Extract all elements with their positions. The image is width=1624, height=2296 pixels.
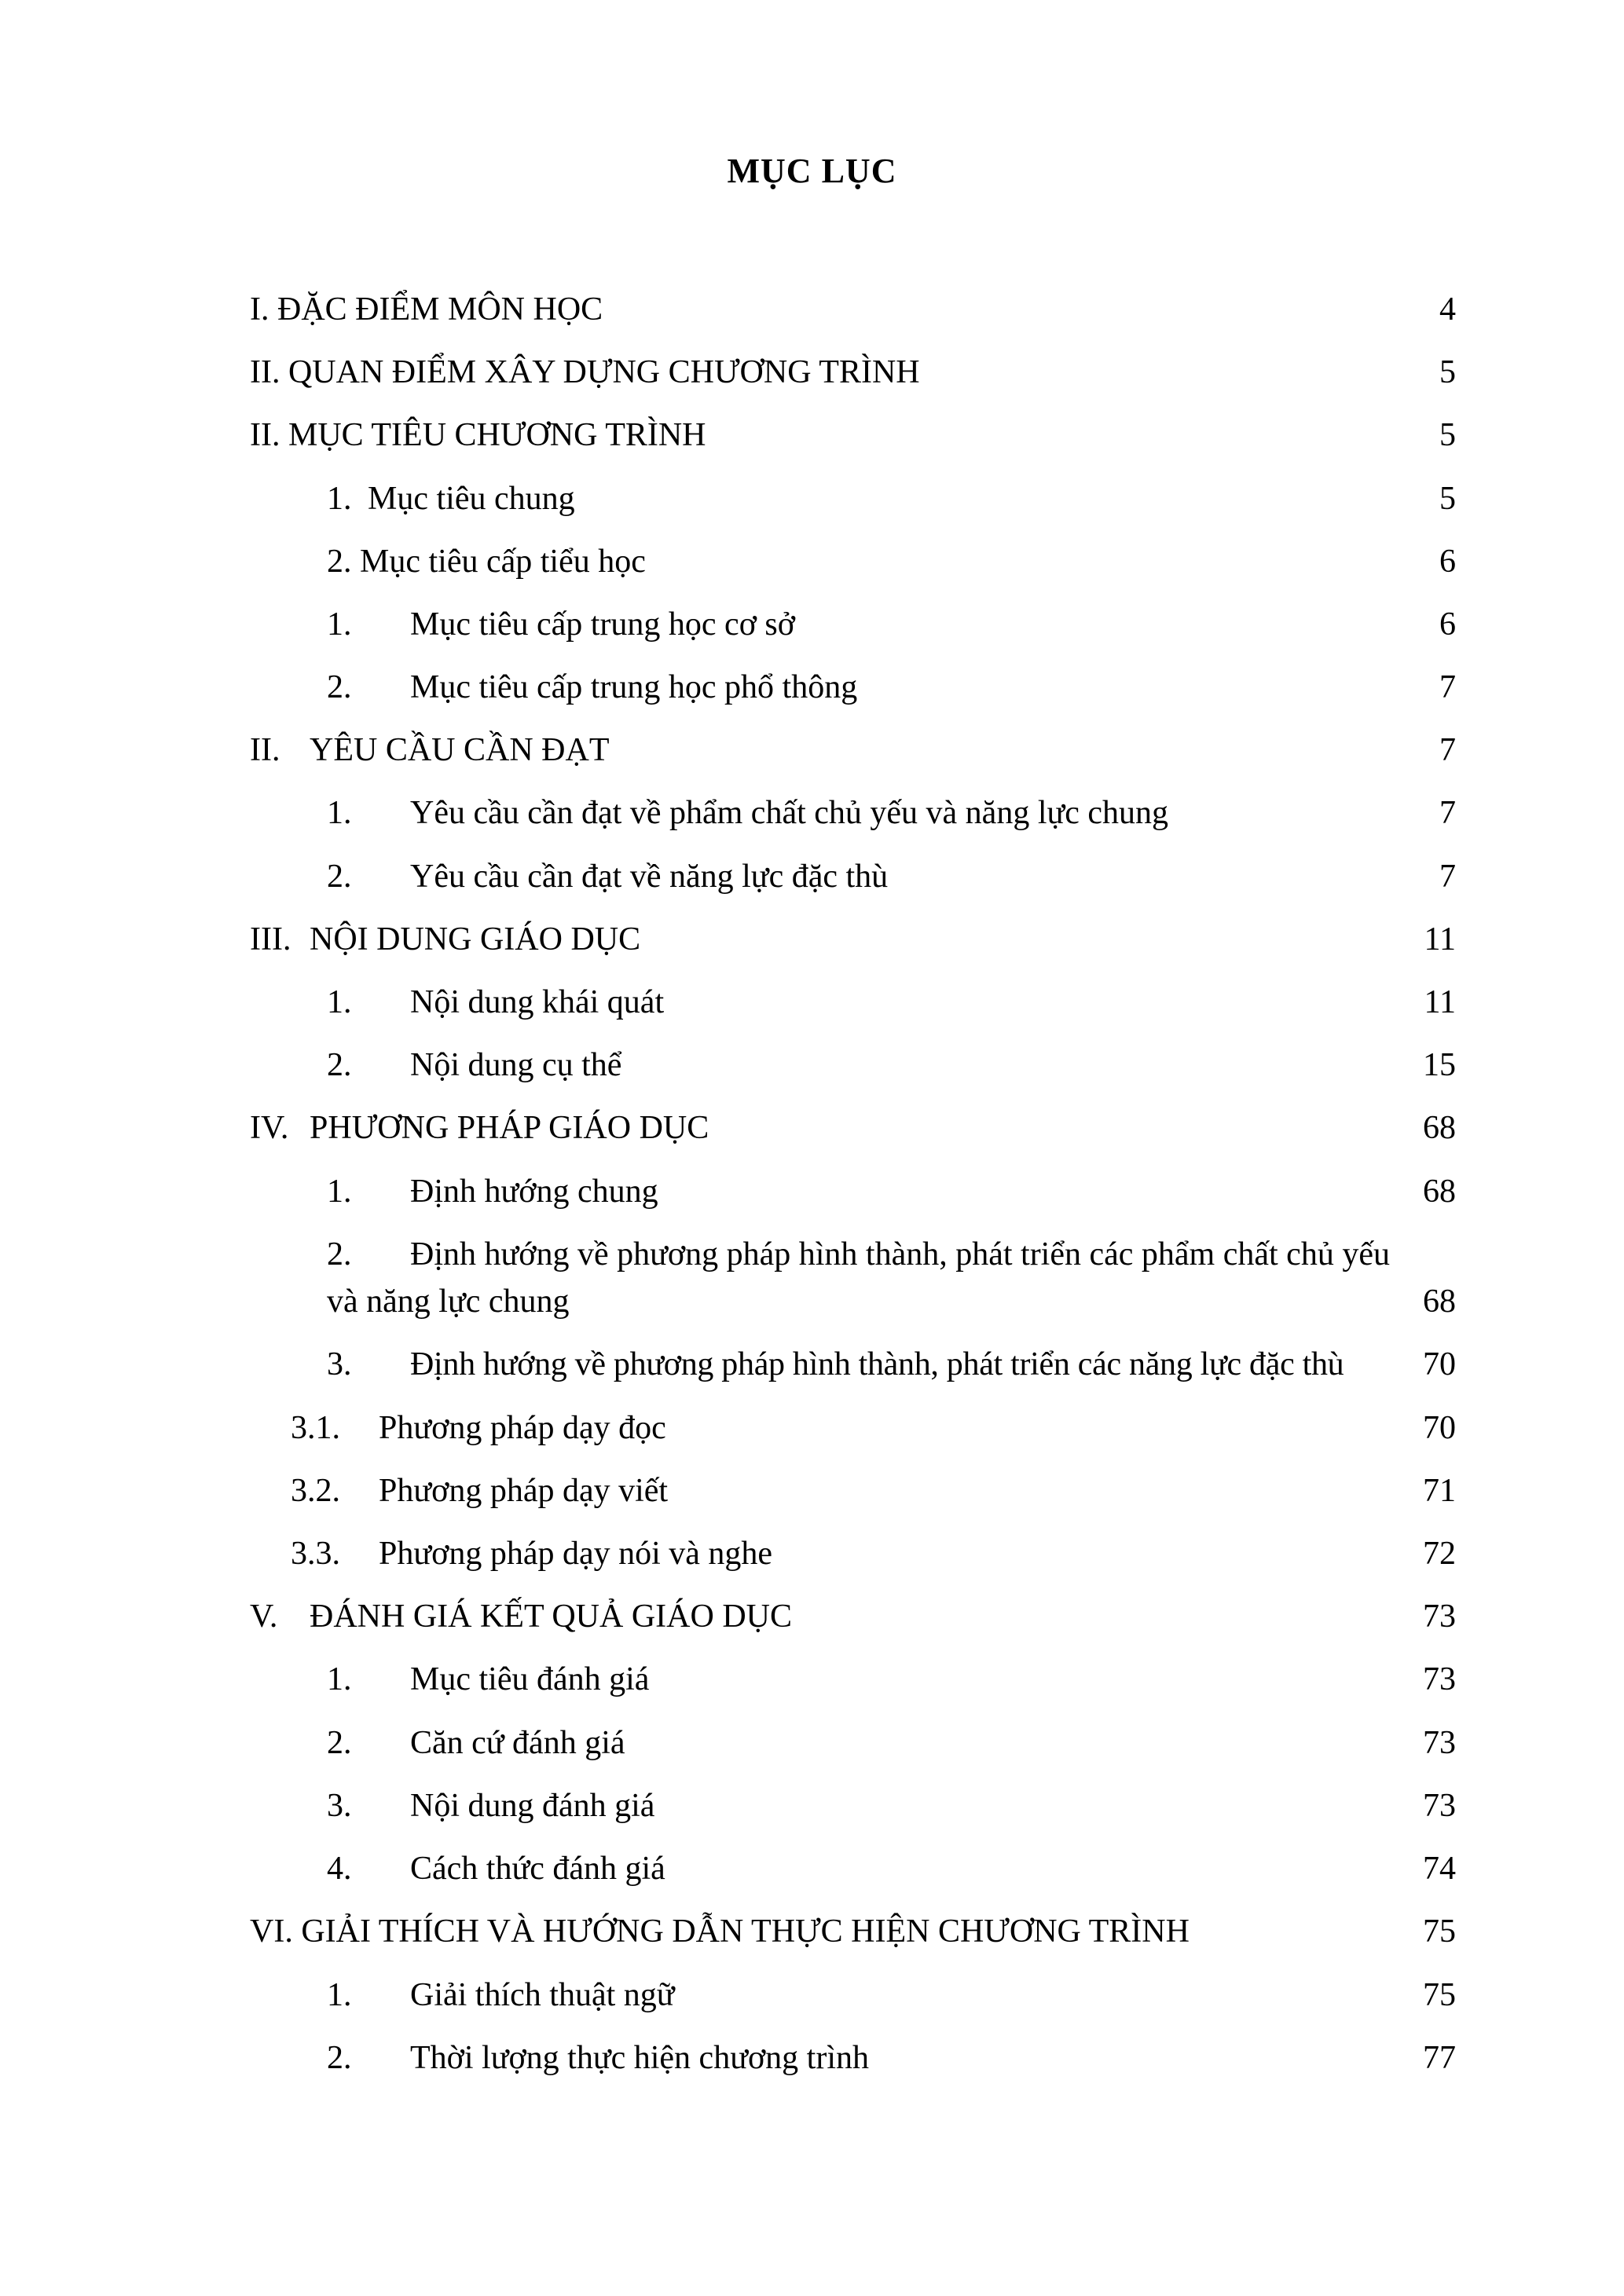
toc-entry[interactable] — [327, 986, 664, 1019]
toc-entry[interactable] — [327, 2041, 869, 2074]
toc-entry[interactable] — [327, 671, 857, 704]
toc-entry-label: Định hướng chung — [410, 1174, 658, 1210]
toc-entry-label: ĐÁNH GIÁ KẾT QUẢ GIÁO DỤC — [310, 1598, 793, 1635]
toc-page-number: 68 — [1423, 1110, 1456, 1146]
toc-entry-label: Căn cứ đánh giá — [410, 1725, 625, 1761]
toc-entry-number: 2. — [327, 1725, 352, 1761]
toc-page-number: 5 — [1439, 354, 1456, 390]
toc-entry[interactable] — [327, 1727, 625, 1760]
toc-entry-label: Thời lượng thực hiện chương trình — [410, 2040, 870, 2076]
toc-page-number: 75 — [1423, 1913, 1456, 1950]
toc-entry[interactable] — [250, 734, 610, 767]
toc-page-number: 7 — [1439, 669, 1456, 705]
toc-entry-label: Phương pháp dạy đọc — [379, 1410, 666, 1446]
toc-page-number: 7 — [1439, 795, 1456, 831]
toc-entry-number: 3.3. — [291, 1536, 340, 1572]
toc-entry-label: VI. GIẢI THÍCH VÀ HƯỚNG DẪN THỰC HIỆN CHƯƠNG TRÌNH — [250, 1913, 1190, 1950]
toc-entry[interactable] — [250, 293, 603, 326]
toc-entry[interactable] — [291, 1474, 668, 1507]
toc-entry-number: 1. — [327, 481, 352, 517]
toc-entry[interactable] — [250, 1915, 1190, 1948]
toc-entry[interactable] — [327, 608, 795, 641]
toc-entry-label: Giải thích thuật ngữ — [410, 1977, 675, 2013]
toc-page-number: 11 — [1424, 921, 1456, 958]
toc-page-number: 71 — [1423, 1473, 1456, 1509]
toc-entry[interactable] — [291, 1412, 666, 1445]
toc-page-number: 11 — [1424, 984, 1456, 1020]
toc-entry-label: II. QUAN ĐIỂM XÂY DỰNG CHƯƠNG TRÌNH — [250, 354, 920, 390]
toc-page-number: 72 — [1423, 1536, 1456, 1572]
toc-entry-number: II. — [250, 732, 280, 768]
toc-page-number: 75 — [1423, 1977, 1456, 2013]
toc-entry-number: 2. — [327, 1047, 352, 1083]
toc-entry[interactable] — [327, 1789, 654, 1822]
toc-entry-number: IV. — [250, 1110, 289, 1146]
toc-entry-label: Nội dung cụ thể — [410, 1047, 622, 1083]
toc-page-number: 74 — [1423, 1851, 1456, 1887]
page-title: MỤC LỤC — [727, 152, 897, 190]
toc-page-number: 68 — [1423, 1174, 1456, 1210]
toc-page-number: 73 — [1423, 1788, 1456, 1824]
toc-entry-number: 2. — [327, 859, 352, 895]
toc-page-number: 73 — [1423, 1661, 1456, 1697]
toc-entry[interactable] — [250, 923, 640, 956]
toc-page-number: 5 — [1439, 417, 1456, 453]
toc-entry[interactable] — [250, 1111, 709, 1144]
toc-entry-continuation: và năng lực chung — [327, 1283, 570, 1320]
toc-entry-number: V. — [250, 1598, 278, 1635]
toc-entry-label: I. ĐẶC ĐIỂM MÔN HỌC — [250, 291, 603, 328]
toc-entry-label: Mục tiêu chung — [368, 481, 575, 517]
toc-entry-number: 1. — [327, 1977, 352, 2013]
toc-page-number: 15 — [1423, 1047, 1456, 1083]
toc-page-number: 5 — [1439, 481, 1456, 517]
toc-entry[interactable] — [250, 356, 920, 389]
toc-page-number: 7 — [1439, 732, 1456, 768]
toc-entry[interactable] — [327, 1175, 658, 1208]
toc-entry[interactable] — [327, 1238, 1390, 1271]
toc-entry-label: Yêu cầu cần đạt về phẩm chất chủ yếu và năng lực chung — [410, 795, 1169, 831]
toc-entry-number: 1. — [327, 1661, 352, 1697]
toc-entry[interactable] — [327, 545, 646, 578]
toc-entry-number: 2. — [327, 669, 352, 705]
toc-entry[interactable] — [327, 860, 888, 893]
toc-entry-number: 3. — [327, 1346, 352, 1382]
toc-page-number: 7 — [1439, 859, 1456, 895]
toc-entry-number: 3.2. — [291, 1473, 340, 1509]
toc-page-number: 73 — [1423, 1725, 1456, 1761]
toc-entry-number: 1. — [327, 1174, 352, 1210]
toc-entry-label: Mục tiêu cấp trung học phổ thông — [410, 669, 858, 705]
toc-entry-number: 3. — [327, 1788, 352, 1824]
toc-entry-number: 1. — [327, 984, 352, 1020]
toc-entry[interactable] — [291, 1537, 772, 1570]
toc-entry-label: Yêu cầu cần đạt về năng lực đặc thù — [410, 859, 889, 895]
toc-entry[interactable] — [327, 796, 1168, 829]
toc-entry[interactable] — [327, 1348, 1344, 1381]
toc-entry[interactable] — [327, 1663, 649, 1696]
toc-page-number: 73 — [1423, 1598, 1456, 1635]
toc-entry[interactable] — [250, 419, 706, 452]
toc-entry-label: Nội dung khái quát — [410, 984, 665, 1020]
toc-entry-label: Phương pháp dạy viết — [379, 1473, 669, 1509]
toc-entry-number: 2. — [327, 2040, 352, 2076]
toc-entry-label: Nội dung đánh giá — [410, 1788, 655, 1824]
toc-entry-label: 2. Mục tiêu cấp tiểu học — [327, 544, 646, 580]
toc-entry[interactable] — [327, 1852, 665, 1885]
toc-page-number: 70 — [1423, 1410, 1456, 1446]
toc-entry-label: PHƯƠNG PHÁP GIÁO DỤC — [310, 1110, 709, 1146]
toc-page-number: 6 — [1439, 544, 1456, 580]
toc-entry-label: Mục tiêu đánh giá — [410, 1661, 650, 1697]
toc-page-number: 70 — [1423, 1346, 1456, 1382]
toc-page-number: 77 — [1423, 2040, 1456, 2076]
toc-entry-label: Mục tiêu cấp trung học cơ sở — [410, 606, 795, 643]
toc-entry-label: NỘI DUNG GIÁO DỤC — [310, 921, 641, 958]
toc-entry-label: II. MỤC TIÊU CHƯƠNG TRÌNH — [250, 417, 706, 453]
toc-page-number: 4 — [1439, 291, 1456, 328]
toc-entry[interactable] — [250, 1600, 792, 1633]
toc-entry-label: Định hướng về phương pháp hình thành, phát triển các năng lực đặc thù — [410, 1346, 1344, 1382]
toc-page-number: 6 — [1439, 606, 1456, 643]
toc-entry-number: 2. — [327, 1236, 352, 1273]
toc-entry-label: Phương pháp dạy nói và nghe — [379, 1536, 773, 1572]
toc-entry-number: 4. — [327, 1851, 352, 1887]
toc-entry-number: 3.1. — [291, 1410, 340, 1446]
toc-entry[interactable] — [327, 1979, 675, 2012]
toc-entry-label: Cách thức đánh giá — [410, 1851, 665, 1887]
toc-entry-label: Định hướng về phương pháp hình thành, phát triển các phẩm chất chủ yếu — [410, 1236, 1390, 1273]
toc-entry[interactable] — [327, 482, 575, 515]
toc-entry-number: 1. — [327, 606, 352, 643]
toc-entry-label: YÊU CẦU CẦN ĐẠT — [310, 732, 610, 768]
toc-page-number: 68 — [1423, 1283, 1456, 1320]
toc-entry-number: 1. — [327, 795, 352, 831]
toc-entry[interactable] — [327, 1049, 621, 1082]
toc-entry-number: III. — [250, 921, 291, 958]
